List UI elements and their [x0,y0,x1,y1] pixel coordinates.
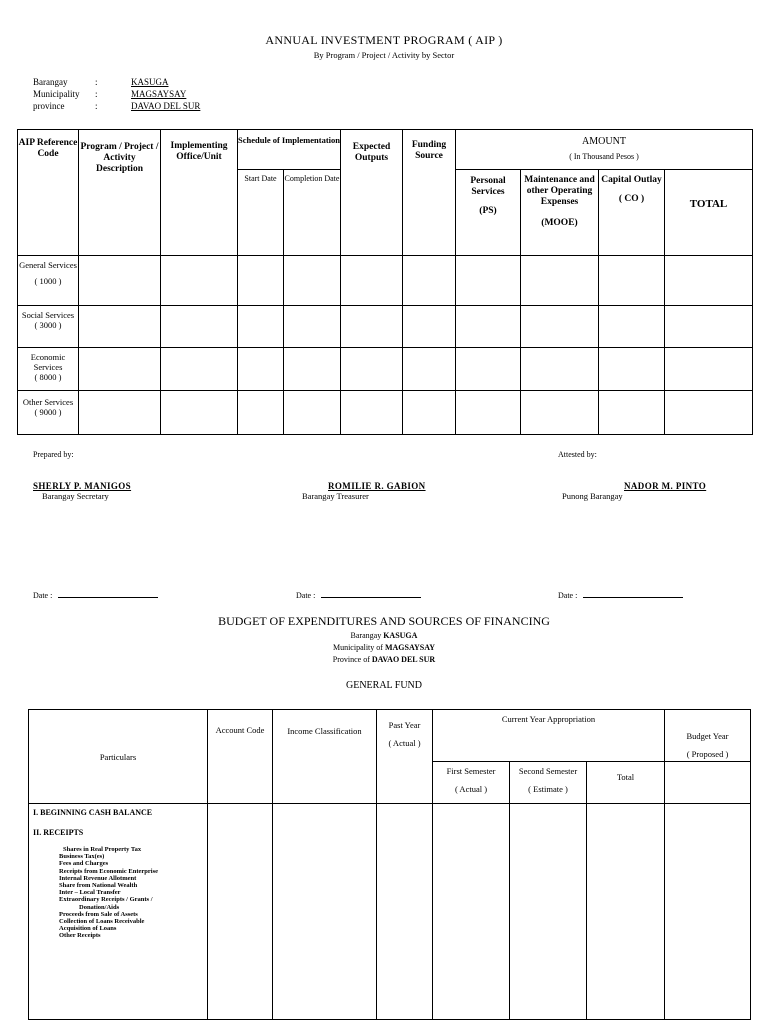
date-line [583,589,683,598]
table-row: Other Services ( 9000 ) [18,391,753,435]
attested-by-label: Attested by: [558,450,597,459]
municipality-value: MAGSAYSAY [131,89,187,99]
date-secretary: Date : [33,589,158,600]
header-personal-services: Personal Services (PS) [456,170,521,256]
budget-barangay: KASUGA [383,631,418,640]
fund-label: GENERAL FUND [345,680,422,691]
header-budget-year: Budget Year ( Proposed ) [665,710,751,762]
header-second-semester: Second Semester ( Estimate ) [510,762,587,804]
budget-table [28,709,751,1020]
signatory-treasurer: ROMILIE R. GABION Barangay Treasurer [302,481,426,501]
list-item: Internal Revenue Allotment [59,874,137,882]
header-funding-source: Funding Source [403,130,456,256]
section-receipts: II. RECEIPTS [33,828,84,837]
header-program: Program / Project / Activity Description [79,130,161,256]
info-row-province: province : DAVAO DEL SUR [33,101,201,111]
section-beginning-cash: I. BEGINNING CASH BALANCE [33,808,153,817]
signatory-secretary: SHERLY P. MANIGOS Barangay Secretary [33,481,132,501]
header-first-semester: First Semester ( Actual ) [433,762,510,804]
info-row-barangay: Barangay : KASUGA [33,77,169,87]
barangay-value: KASUGA [131,77,169,87]
header-account-code: Account Code [208,710,273,804]
list-item: Collection of Loans Receivable [59,918,145,926]
table-row: General Services ( 1000 ) [18,256,753,306]
header-total-appropriation: Total [587,762,665,804]
date-line [58,589,158,598]
list-item: Extraordinary Receipts / Grants / [59,896,153,904]
header-current-year: Current Year Appropriation [433,710,665,762]
header-expected-outputs: Expected Outputs [341,130,403,256]
header-implementing-office: Implementing Office/Unit [161,130,238,256]
list-item: Proceeds from Sale of Assets [59,910,138,918]
header-total: TOTAL [665,170,753,256]
date-punong-barangay: Date : [558,589,683,600]
header-amount: AMOUNT ( In Thousand Pesos ) [456,130,753,170]
date-line [321,589,421,598]
header-income-classification: Income Classification [273,710,377,804]
aip-table [17,129,753,435]
list-item: Business Tax(es) [59,853,105,861]
list-item: Shares in Real Property Tax [63,846,142,853]
particulars-cell [29,804,208,1020]
table-row [29,804,751,1020]
list-item: Fees and Charges [59,860,109,868]
list-item: Share from National Wealth [59,882,138,890]
header-completion-date: Completion Date [284,170,341,256]
list-item: Donation/Aids [79,903,120,911]
date-treasurer: Date : [296,589,421,600]
aip-subtitle: By Program / Project / Activity by Sector [313,50,455,60]
budget-province: DAVAO DEL SUR [371,655,436,664]
province-value: DAVAO DEL SUR [131,101,201,111]
list-item: Acquisition of Loans [59,925,117,933]
receipts-list [59,846,207,940]
prepared-by-label: Prepared by: [33,450,74,459]
header-schedule: Schedule of Implementation [238,130,341,170]
aip-info-block [33,76,200,112]
header-start-date: Start Date [238,170,284,256]
aip-title: ANNUAL INVESTMENT PROGRAM ( AIP ) [265,33,503,47]
header-aip-ref-code: AIP Reference Code [18,130,79,256]
budget-title: BUDGET OF EXPENDITURES AND SOURCES OF FINANCING [218,614,550,628]
signatory-punong-barangay: NADOR M. PINTO Punong Barangay [562,481,707,501]
table-row: Social Services ( 3000 ) [18,306,753,348]
header-particulars: Particulars [29,710,208,804]
list-item: Inter – Local Transfer [59,889,121,897]
list-item: Other Receipts [59,932,101,940]
header-past-year: Past Year ( Actual ) [377,710,433,804]
header-capital-outlay: Capital Outlay ( CO ) [599,170,665,256]
budget-municipality: MAGSAYSAY [384,643,436,652]
budget-location: Barangay KASUGA Municipality of MAGSAYSAY Province of DAVAO DEL SUR [332,631,436,664]
table-row: Economic Services ( 8000 ) [18,348,753,391]
info-row-municipality: Municipality : MAGSAYSAY [33,89,187,99]
list-item: Receipts from Economic Enterprise [59,867,158,875]
header-mooe: Maintenance and other Operating Expenses (MOOE) [521,170,599,256]
